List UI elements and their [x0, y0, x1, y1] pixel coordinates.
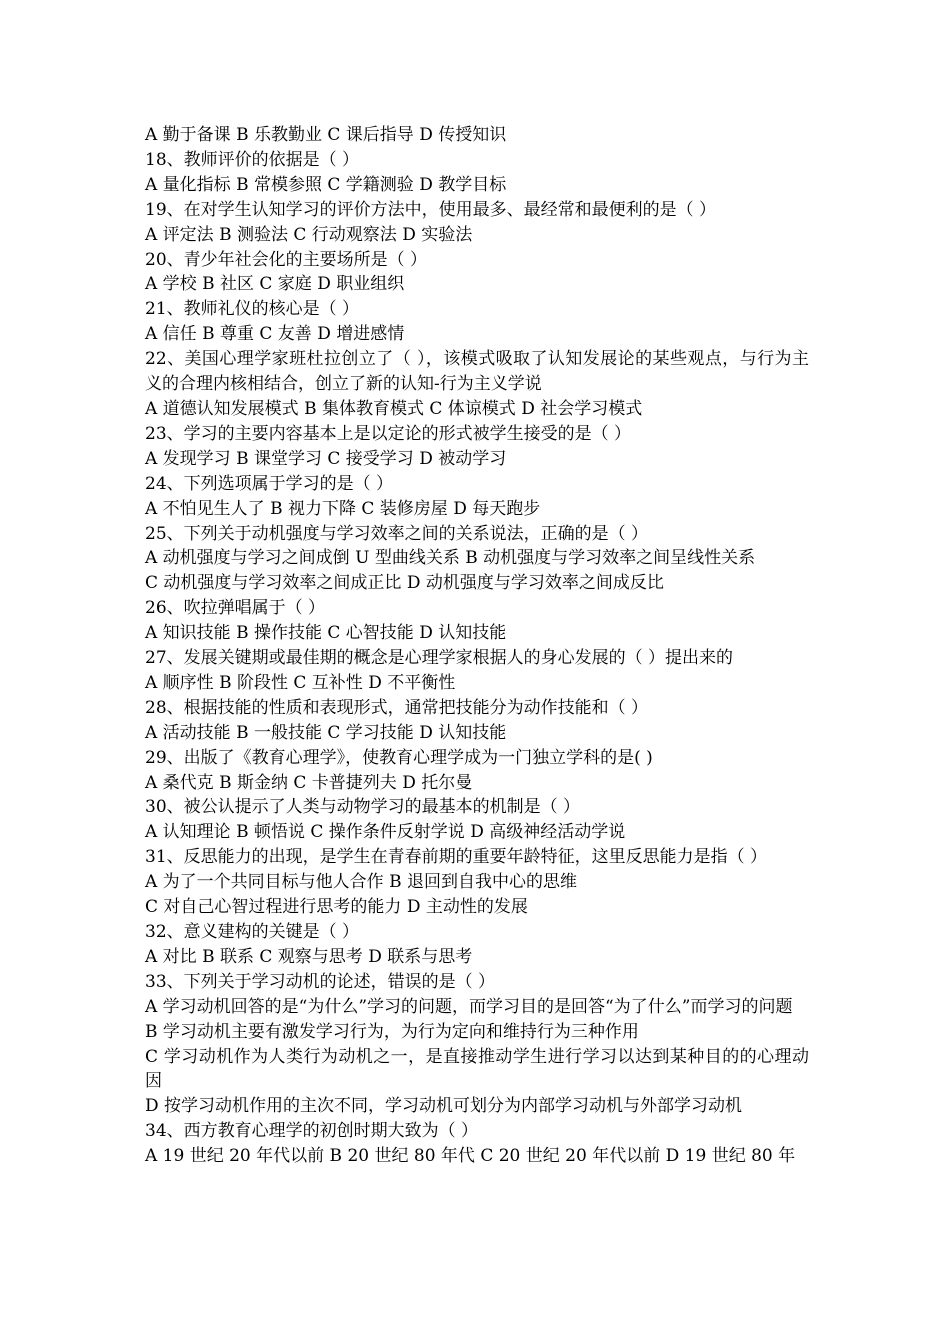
- options-25-ab: A 动机强度与学习之间成倒 U 型曲线关系 B 动机强度与学习效率之间呈线性关系: [145, 548, 756, 569]
- question-19: 19、在对学生认知学习的评价方法中，使用最多、最经常和最便利的是（ ）: [145, 199, 717, 220]
- question-29: 29、出版了《教育心理学》，使教育心理学成为一门独立学科的是( ): [145, 747, 653, 768]
- question-31: 31、反思能力的出现，是学生在青春前期的重要年龄特征，这里反思能力是指（ ）: [145, 847, 768, 868]
- options-34: A 19 世纪 20 年代以前 B 20 世纪 80 年代 C 20 世纪 20 年代以前 D 19 世纪 80 年: [145, 1146, 796, 1167]
- option-33-a: A 学习动机回答的是“为什么”学习的问题，而学习目的是回答“为了什么”而学习的问题: [145, 996, 793, 1017]
- question-28: 28、根据技能的性质和表现形式，通常把技能分为动作技能和（ ）: [145, 697, 649, 718]
- options-29: A 桑代克 B 斯金纳 C 卡普捷列夫 D 托尔曼: [145, 772, 473, 793]
- options-22: A 道德认知发展模式 B 集体教育模式 C 体谅模式 D 社会学习模式: [145, 398, 643, 419]
- options-18: A 量化指标 B 常模参照 C 学籍测验 D 教学目标: [145, 174, 507, 195]
- options-32: A 对比 B 联系 C 观察与思考 D 联系与思考: [145, 946, 473, 967]
- question-24: 24、下列选项属于学习的是（ ）: [145, 473, 394, 494]
- question-25: 25、下列关于动机强度与学习效率之间的关系说法，正确的是（ ）: [145, 523, 649, 544]
- question-22: 22、美国心理学家班杜拉创立了（ ），该模式吸取了认知发展论的某些观点，与行为主义的合理内核相结合，创立了新的认知-行为主义学说: [145, 349, 809, 395]
- question-18: 18、教师评价的依据是（ ）: [145, 149, 360, 170]
- question-30: 30、被公认提示了人类与动物学习的最基本的机制是（ ）: [145, 797, 581, 818]
- options-31-ab: A 为了一个共同目标与他人合作 B 退回到自我中心的思维: [145, 872, 577, 893]
- options-26: A 知识技能 B 操作技能 C 心智技能 D 认知技能: [145, 623, 507, 644]
- question-32: 32、意义建构的关键是（ ）: [145, 922, 360, 942]
- options-19: A 评定法 B 测验法 C 行动观察法 D 实验法: [145, 224, 473, 245]
- options-28: A 活动技能 B 一般技能 C 学习技能 D 认知技能: [145, 722, 507, 743]
- question-20: 20、青少年社会化的主要场所是（ ）: [145, 249, 428, 270]
- document-body: [145, 123, 809, 1169]
- option-33-c: C 学习动机作为人类行为动机之一，是直接推动学生进行学习以达到某种目的的心理动因: [145, 1046, 809, 1092]
- text-line: A 勤于备课 B 乐教勤业 C 课后指导 D 传授知识: [145, 125, 507, 145]
- question-33: 33、下列关于学习动机的论述，错误的是（ ）: [145, 971, 496, 992]
- options-25-cd: C 动机强度与学习效率之间成正比 D 动机强度与学习效率之间成反比: [145, 573, 664, 594]
- question-21: 21、教师礼仪的核心是（ ）: [145, 299, 360, 320]
- options-24: A 不怕见生人了 B 视力下降 C 装修房屋 D 每天跑步: [145, 498, 541, 519]
- options-21: A 信任 B 尊重 C 友善 D 增进感情: [145, 324, 405, 345]
- options-23: A 发现学习 B 课堂学习 C 接受学习 D 被动学习: [145, 448, 507, 469]
- option-33-d: D 按学习动机作用的主次不同，学习动机可划分为内部学习动机与外部学习动机: [145, 1096, 743, 1117]
- options-31-cd: C 对自己心智过程进行思考的能力 D 主动性的发展: [145, 897, 528, 918]
- option-33-b: B 学习动机主要有激发学习行为，为行为定向和维持行为三种作用: [145, 1021, 639, 1042]
- question-23: 23、学习的主要内容基本上是以定论的形式被学生接受的是（ ）: [145, 423, 632, 444]
- question-26: 26、吹拉弹唱属于（ ）: [145, 598, 326, 619]
- question-34: 34、西方教育心理学的初创时期大致为（ ）: [145, 1121, 479, 1142]
- options-20: A 学校 B 社区 C 家庭 D 职业组织: [145, 274, 405, 295]
- question-27: 27、发展关键期或最佳期的概念是心理学家根据人的身心发展的（ ）提出来的: [145, 648, 734, 669]
- options-30: A 认知理论 B 顿悟说 C 操作条件反射学说 D 高级神经活动学说: [145, 822, 626, 843]
- options-27: A 顺序性 B 阶段性 C 互补性 D 不平衡性: [145, 672, 456, 693]
